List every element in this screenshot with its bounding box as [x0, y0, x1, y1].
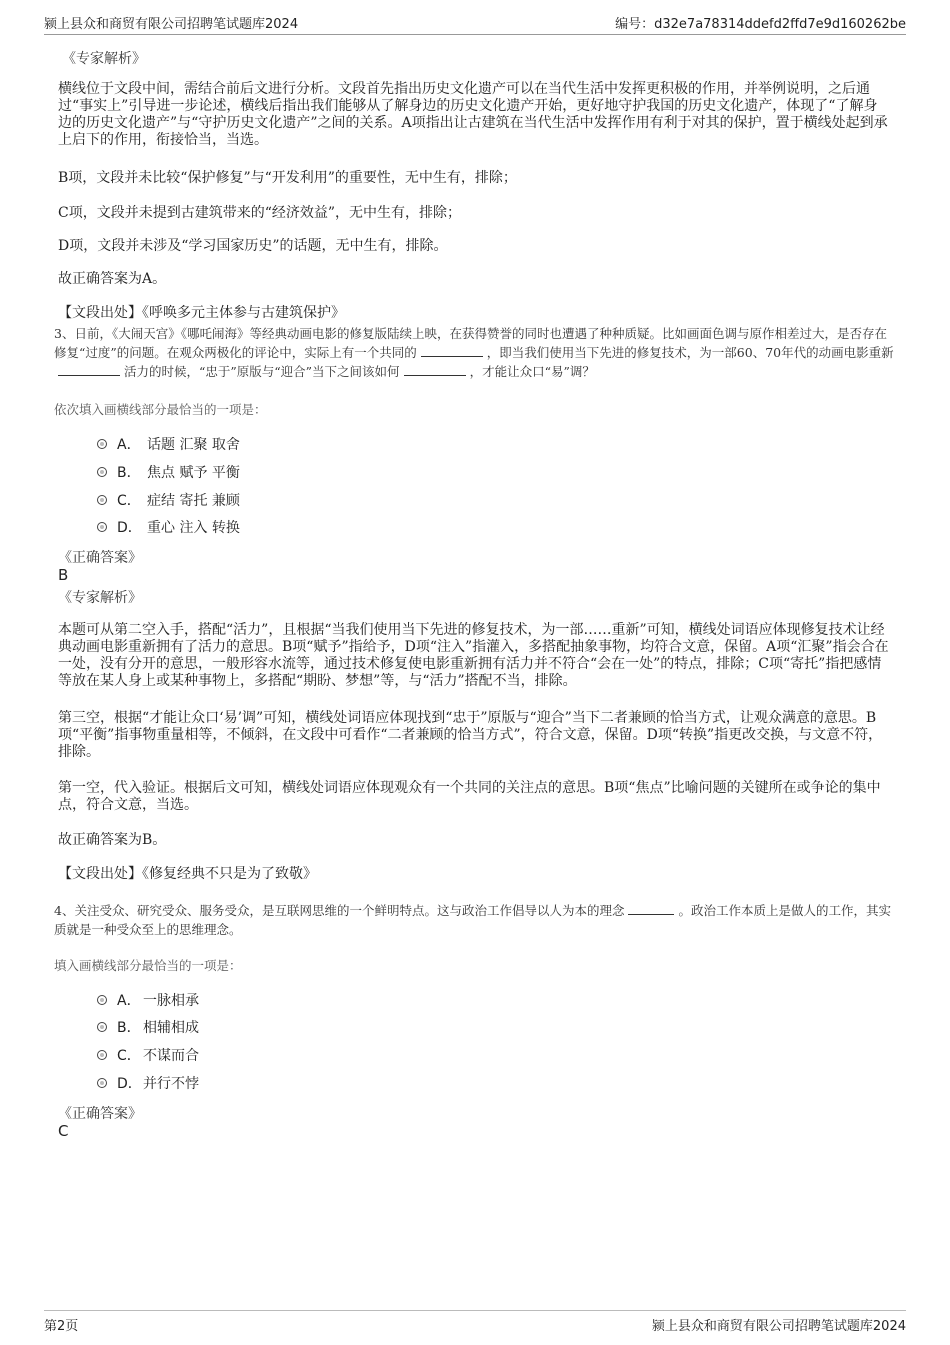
correct-answer-label: 《正确答案》 [58, 1106, 142, 1122]
footer-title: 颍上县众和商贸有限公司招聘笔试题库2024 [651, 1319, 906, 1334]
header-title: 颍上县众和商贸有限公司招聘笔试题库2024 [44, 17, 299, 32]
answer-blank [421, 344, 483, 357]
analysis-paragraph: 横线位于文段中间，需结合前后文进行分析。文段首先指出历史文化遗产可以在当代生活中发挥更积极的作用，并举例说明，之后通过“事实上”引导进一步论述，横线后指出我们能够从了解身边的历史文化遗产开始，更好地守护我国的历史文化遗产，体现了“了解身边的历史文化遗产”与“守护历史文化遗产”之间的关系。A项指出让古建筑在当代生活中发挥作用有利于对其的保护，置于横线处起到承上启下的作用，衔接恰当，当选。 [58, 81, 888, 148]
source-citation: 【文段出处】《修复经典不只是为了致敬》 [58, 866, 317, 882]
question-4-prompt: 填入画横线部分最恰当的一项是： [54, 958, 242, 973]
answer-blank [628, 902, 674, 915]
radio-button-icon[interactable] [97, 1022, 107, 1032]
radio-button-icon[interactable] [97, 522, 107, 532]
answer-blank [58, 363, 120, 376]
question-3-prompt: 依次填入画横线部分最恰当的一项是： [54, 402, 267, 417]
page-number: 第2页 [44, 1319, 79, 1334]
analysis-conclusion: 故正确答案为B。 [58, 832, 167, 848]
analysis-paragraph: 本题可从第二空入手，搭配“活力”，且根据“当我们使用当下先进的修复技术，为一部……重新”可知，横线处词语应体现修复技术让经典动画电影重新拥有了活力的意思。B项“赋予”指给予，D项“注入”指灌入，多搭配抽象事物，均符合文意，保留。A项“汇聚”指会合在一处，没有分开的意思，一般形容水流等，通过技术修复使电影重新拥有活力并不符合“会在一处”的特点，排除；C项“寄托”指把感情等放在某人身上或某种事物上，多搭配“期盼、梦想”等，与“活力”搭配不当，排除。 [58, 622, 889, 689]
page-header [44, 10, 906, 35]
correct-answer-label: 《正确答案》 [58, 550, 142, 566]
page-footer [44, 1310, 906, 1337]
correct-answer-value: C [58, 1122, 69, 1140]
radio-button-icon[interactable] [97, 439, 107, 449]
analysis-paragraph: 第一空，代入验证。根据后文可知，横线处词语应体现观众有一个共同的关注点的意思。B项“焦点”比喻问题的关键所在或争论的集中点，符合文意，当选。 [58, 780, 881, 813]
radio-button-icon[interactable] [97, 495, 107, 505]
analysis-conclusion: 故正确答案为A。 [58, 271, 167, 287]
source-citation: 【文段出处】《呼唤多元主体参与古建筑保护》 [58, 305, 345, 321]
radio-button-icon[interactable] [97, 1050, 107, 1060]
radio-button-icon[interactable] [97, 995, 107, 1005]
radio-button-icon[interactable] [97, 1078, 107, 1088]
question-3-stem: 3、日前，《大闹天宫》《哪吒闹海》等经典动画电影的修复版陆续上映，在获得赞誉的同时也遭遇了种种质疑。比如画面色调与原作相差过大，是否存在修复“过度”的问题。在观众两极化的评论中，实际上有一个共同的 ，即当我们使用当下先进的修复技术，为一部60、70年代的动画电影重新活力的时候，“忠于”原版与“迎合”当下之间该如何 ，才能让众口“易”调？ [54, 326, 894, 379]
analysis-option-d: D项，文段并未涉及“学习国家历史”的话题，无中生有，排除。 [58, 238, 448, 254]
document-code: 编号：d32e7a78314ddefd2ffd7e9d160262be [615, 17, 906, 32]
correct-answer-value: B [58, 566, 69, 584]
radio-button-icon[interactable] [97, 467, 107, 477]
answer-blank [404, 363, 466, 376]
expert-analysis-label: 《专家解析》 [62, 51, 146, 67]
question-4-stem: 4、关注受众、研究受众、服务受众，是互联网思维的一个鲜明特点。这与政治工作倡导以人为本的理念 。政治工作本质上是做人的工作，其实质就是一种受众至上的思维理念。 [54, 903, 891, 937]
analysis-option-c: C项，文段并未提到古建筑带来的“经济效益”，无中生有，排除； [58, 205, 462, 221]
analysis-option-b: B项，文段并未比较“保护修复”与“开发利用”的重要性，无中生有，排除； [58, 170, 517, 186]
analysis-paragraph: 第三空，根据“才能让众口‘易’调”可知，横线处词语应体现找到“忠于”原版与“迎合”当下二者兼顾的恰当方式，让观众满意的意思。B项“平衡”指事物重量相等，不倾斜，在文段中可看作“二者兼顾的恰当方式”，符合文意，保留。D项“转换”指更改交换，与文意不符，排除。 [58, 710, 883, 760]
expert-analysis-label: 《专家解析》 [58, 590, 142, 606]
